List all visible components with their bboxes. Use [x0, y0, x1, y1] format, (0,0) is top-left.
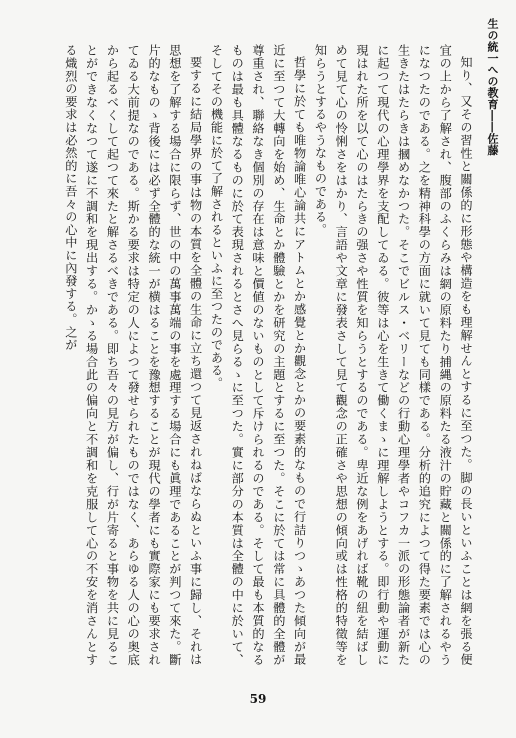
- running-head: 生の統一への教育――佐藤: [486, 18, 499, 156]
- page-number: 59: [249, 692, 267, 706]
- body-text: [10, 44, 476, 666]
- paragraph: 要するに結局學界の事は物の本質を全體の生命に立ち還つて見返されねばならぬといふ事に歸し、それは思想を了解する場合に限らず、世の中の萬事萬端の事を處理する場合にも眞理であることが判つて來た。斷片的なものゝ背後には必ず全體的な統一が横はることを豫想することが現代の學者にも實際家にも要求されてゐる大前提なのである。斯かる要求は特定の人によつて發せられたものではなく、あらゆる人の心の奥底から起るべくして起つて來たと解さるべきである。即ち吾々の見方が偏し、行が片寄ると事物を共に見ることができなくなつて遂に不調和を現出する。かゝる場合此の偏向と不調和を克服して心の不安を消さんとする熾烈の要求は必然的に吾々の心中に內發する。之が: [63, 44, 203, 666]
- paragraph: 哲學に於ても唯物論唯心論共にアトムとか感覺とか觀念とかの要素的なもので行詰りつゝあつた傾向が最近に至つて大轉向を始め、生命とか體驗とかを研究の主題とするに至つた。そこに於ては常に具體的全體が尊重され、聯絡なき個別の存在は意味と價値のないものとして斥けられるのである。そして最も本質的なるものは最も具體なるものに於て表現されるとさへ見らるゝに至つた。實に部分の本質は全體の中に於いて、そしてその機能に於て了解されるといふに至つたのである。: [209, 44, 307, 666]
- paragraph: 知り、又その習性と關係的に形態や構造をも理解せんとするに至つた。脚の長いといふことは網を張る便宜の上から了解され、腹部のふくらみは網の原料たり捕縄の原料たる液汁の貯藏と關係的に了解されるやうになつたのである。之を精神科學の方面に就いて見ても同樣である。分析的追究によつて得た要素では心の生きたはたらきは摑めなかつた。そこでビルス・ベリーなどの行動心理學者やコフカ一派の形態論者が新たに起つて現代の心理學界を支配してゐる。彼等は心を生きて働くまゝに理解しようとする。即行動や運動に現はれた所を以て心のはたらきの强さや性質を知らうとするのである。卑近な例をあげれば靴の紐を結ばしめて見て心の怜悧さをはかり、言語や文章に發表さして見て觀念の正確さや思想の傾向或は性格的特徵等を知らうとするやうなものである。: [313, 44, 473, 666]
